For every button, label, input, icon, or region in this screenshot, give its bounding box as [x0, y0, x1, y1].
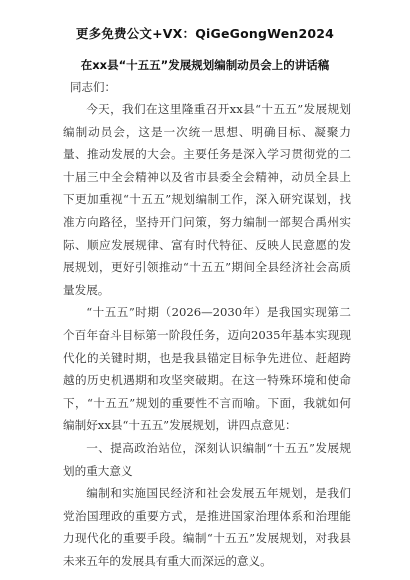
document-title: 在xx县“十五五”发展规划编制动员会上的讲话稿	[80, 58, 330, 72]
paragraph-significance: 编制和实施国民经济和社会发展五年规划，是我们党治国理政的重要方式，是推进国家治理体系和治理能力现代化的重要手段。编制“十五五”发展规划，对我县未来五年的发展具有重大而深远的意义。	[63, 486, 351, 568]
salutation: 同志们：	[70, 80, 116, 94]
section-heading-1: 一、提高政治站位，深刻认识编制“十五五”发展规划的重大意义	[63, 440, 351, 478]
paragraph-period: “十五五”时期（2026—2030年）是我国实现第二个百年奋斗目标第一阶段任务，迈向2035年基本实现现代化的关键时期，也是我县锚定目标争先进位、赶超跨越的历史机遇期和攻坚突破期。在这一特殊环境和使命下，“十五五”规划的重要性不言而喻。下面，我就如何编制好xx县“十五五”发展规划，讲四点意见：	[63, 305, 351, 433]
promo-banner: 更多免费公文+VX：QiGeGongWen2024	[75, 26, 335, 41]
paragraph-intro: 今天，我们在这里隆重召开xx县“十五五”发展规划编制动员会，这是一次统一思想、明确目标、凝聚力量、推动发展的大会。主要任务是深入学习贯彻党的二十届三中全会精神以及省市县委全会精神，动员全县上下更加重视“十五五”规划编制工作，深入研究谋划，找准方向路径，坚持开门问策，努力编制一部契合禹州实际、顺应发展规律、富有时代特征、反映人民意愿的发展规划，更好引领推动“十五五”期间全县经济社会高质量发展。	[63, 102, 351, 297]
document-body	[63, 98, 351, 572]
